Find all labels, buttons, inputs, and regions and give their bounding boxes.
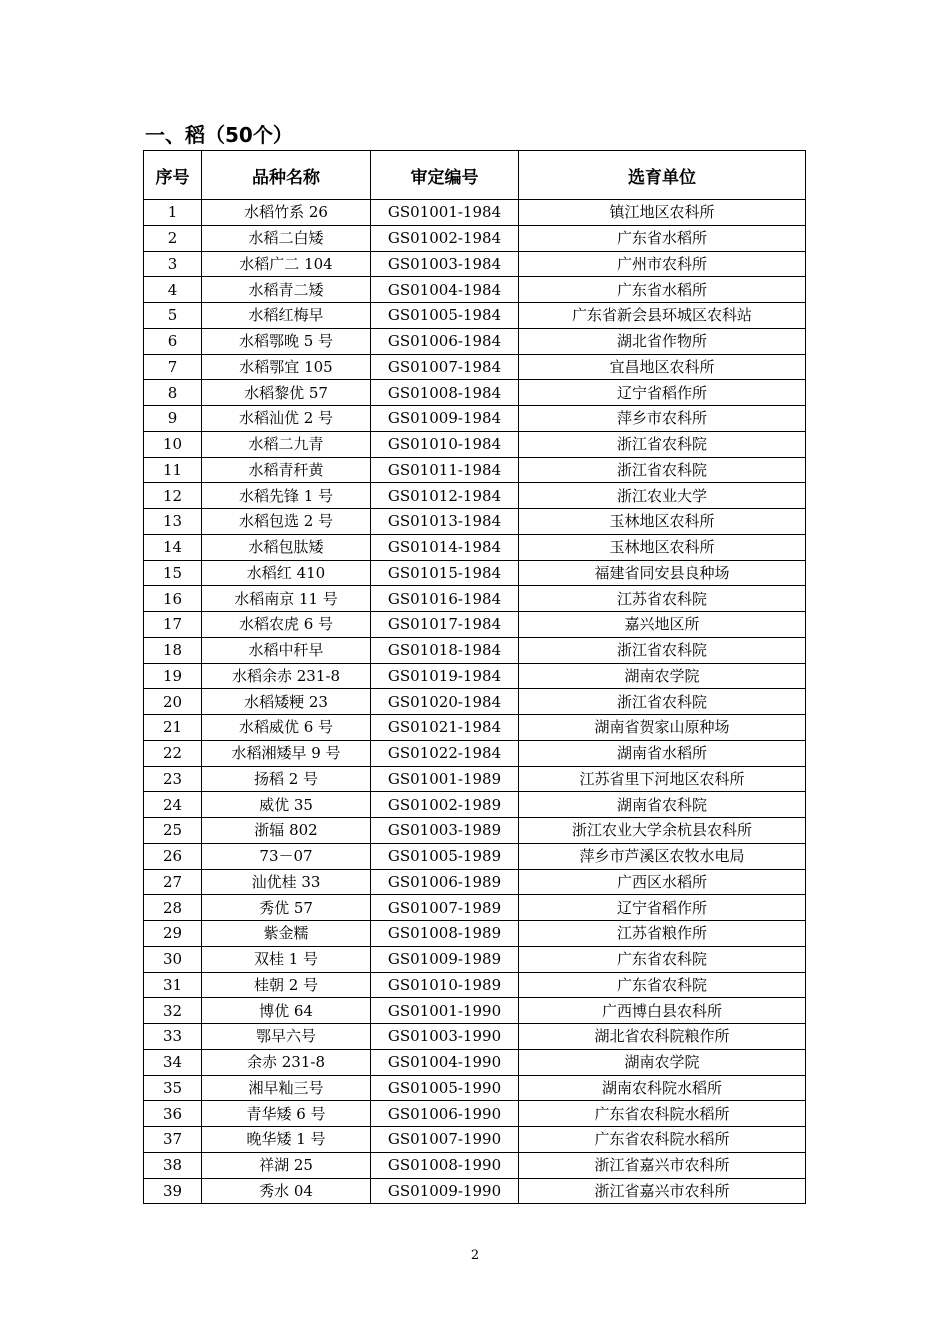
- cell-unit: 宜昌地区农科所: [519, 354, 806, 380]
- cell-no: 6: [144, 328, 202, 354]
- cell-unit: 辽宁省稻作所: [519, 380, 806, 406]
- cell-code: GS01001-1989: [371, 766, 519, 792]
- table-row: [144, 1049, 806, 1075]
- cell-no: 26: [144, 843, 202, 869]
- cell-no: 7: [144, 354, 202, 380]
- cell-unit: 湖北省农科院粮作所: [519, 1024, 806, 1050]
- cell-code: GS01004-1984: [371, 277, 519, 303]
- cell-name: 水稻鄂晚 5 号: [202, 328, 371, 354]
- cell-no: 30: [144, 946, 202, 972]
- cell-code: GS01004-1990: [371, 1049, 519, 1075]
- cell-unit: 浙江农业大学: [519, 483, 806, 509]
- cell-no: 27: [144, 869, 202, 895]
- cell-code: GS01008-1990: [371, 1152, 519, 1178]
- cell-code: GS01002-1984: [371, 225, 519, 251]
- cell-name: 祥湖 25: [202, 1152, 371, 1178]
- table-row: [144, 869, 806, 895]
- cell-name: 水稻广二 104: [202, 251, 371, 277]
- cell-unit: 浙江省嘉兴市农科所: [519, 1152, 806, 1178]
- table-row: [144, 637, 806, 663]
- cell-unit: 湖南省农科院: [519, 792, 806, 818]
- cell-name: 鄂早六号: [202, 1024, 371, 1050]
- table-row: [144, 457, 806, 483]
- cell-no: 25: [144, 818, 202, 844]
- cell-name: 水稻湘矮早 9 号: [202, 740, 371, 766]
- cell-code: GS01008-1989: [371, 921, 519, 947]
- cell-no: 17: [144, 612, 202, 638]
- cell-code: GS01010-1984: [371, 431, 519, 457]
- table-row: [144, 612, 806, 638]
- cell-name: 水稻青二矮: [202, 277, 371, 303]
- cell-code: GS01013-1984: [371, 509, 519, 535]
- cell-unit: 广州市农科所: [519, 251, 806, 277]
- cell-unit: 萍乡市农科所: [519, 406, 806, 432]
- cell-code: GS01011-1984: [371, 457, 519, 483]
- cell-name: 73－07: [202, 843, 371, 869]
- cell-unit: 玉林地区农科所: [519, 509, 806, 535]
- variety-table: [143, 150, 806, 1204]
- table-header-row: [144, 151, 806, 200]
- cell-no: 33: [144, 1024, 202, 1050]
- table-row: [144, 1101, 806, 1127]
- table-row: [144, 740, 806, 766]
- cell-no: 29: [144, 921, 202, 947]
- table-row: [144, 998, 806, 1024]
- cell-code: GS01001-1990: [371, 998, 519, 1024]
- cell-code: GS01005-1984: [371, 303, 519, 329]
- table-row: [144, 251, 806, 277]
- cell-no: 1: [144, 200, 202, 226]
- table-row: [144, 843, 806, 869]
- cell-code: GS01006-1990: [371, 1101, 519, 1127]
- cell-name: 水稻包肽矮: [202, 534, 371, 560]
- cell-code: GS01005-1990: [371, 1075, 519, 1101]
- table-row: [144, 380, 806, 406]
- cell-name: 浙辐 802: [202, 818, 371, 844]
- cell-code: GS01008-1984: [371, 380, 519, 406]
- cell-unit: 广东省水稻所: [519, 277, 806, 303]
- table-row: [144, 818, 806, 844]
- cell-no: 14: [144, 534, 202, 560]
- cell-unit: 福建省同安县良种场: [519, 560, 806, 586]
- cell-name: 水稻农虎 6 号: [202, 612, 371, 638]
- cell-name: 水稻青秆黄: [202, 457, 371, 483]
- cell-no: 23: [144, 766, 202, 792]
- table-row: [144, 1075, 806, 1101]
- cell-unit: 湖南省水稻所: [519, 740, 806, 766]
- cell-no: 13: [144, 509, 202, 535]
- cell-name: 青华矮 6 号: [202, 1101, 371, 1127]
- table-row: [144, 715, 806, 741]
- cell-unit: 湖南农学院: [519, 663, 806, 689]
- table-row: [144, 200, 806, 226]
- table-row: [144, 586, 806, 612]
- section-title: 一、稻（50个）: [145, 123, 293, 147]
- cell-code: GS01019-1984: [371, 663, 519, 689]
- cell-unit: 江苏省里下河地区农科所: [519, 766, 806, 792]
- cell-unit: 湖南农学院: [519, 1049, 806, 1075]
- table-row: [144, 1127, 806, 1153]
- cell-code: GS01020-1984: [371, 689, 519, 715]
- cell-name: 水稻威优 6 号: [202, 715, 371, 741]
- cell-unit: 浙江省农科院: [519, 689, 806, 715]
- cell-unit: 玉林地区农科所: [519, 534, 806, 560]
- cell-name: 水稻余赤 231-8: [202, 663, 371, 689]
- cell-code: GS01015-1984: [371, 560, 519, 586]
- table-row: [144, 792, 806, 818]
- cell-no: 8: [144, 380, 202, 406]
- table-row: [144, 921, 806, 947]
- table-row: [144, 560, 806, 586]
- cell-code: GS01006-1989: [371, 869, 519, 895]
- cell-name: 扬稻 2 号: [202, 766, 371, 792]
- cell-unit: 镇江地区农科所: [519, 200, 806, 226]
- cell-unit: 浙江省嘉兴市农科所: [519, 1178, 806, 1204]
- cell-name: 博优 64: [202, 998, 371, 1024]
- cell-unit: 浙江省农科院: [519, 637, 806, 663]
- cell-name: 秀优 57: [202, 895, 371, 921]
- cell-no: 9: [144, 406, 202, 432]
- cell-code: GS01009-1984: [371, 406, 519, 432]
- table-body: [144, 200, 806, 1204]
- cell-code: GS01003-1984: [371, 251, 519, 277]
- cell-name: 水稻黎优 57: [202, 380, 371, 406]
- table-row: [144, 1178, 806, 1204]
- cell-unit: 萍乡市芦溪区农牧水电局: [519, 843, 806, 869]
- table-row: [144, 895, 806, 921]
- cell-unit: 广东省农科院: [519, 946, 806, 972]
- cell-no: 3: [144, 251, 202, 277]
- cell-name: 水稻包选 2 号: [202, 509, 371, 535]
- cell-name: 双桂 1 号: [202, 946, 371, 972]
- table-row: [144, 1024, 806, 1050]
- table-row: [144, 972, 806, 998]
- cell-name: 水稻鄂宜 105: [202, 354, 371, 380]
- cell-no: 32: [144, 998, 202, 1024]
- cell-unit: 湖南农科院水稻所: [519, 1075, 806, 1101]
- table-row: [144, 406, 806, 432]
- cell-unit: 广东省农科院水稻所: [519, 1101, 806, 1127]
- cell-unit: 浙江省农科院: [519, 457, 806, 483]
- cell-no: 16: [144, 586, 202, 612]
- cell-no: 15: [144, 560, 202, 586]
- cell-name: 桂朝 2 号: [202, 972, 371, 998]
- cell-code: GS01016-1984: [371, 586, 519, 612]
- table-row: [144, 328, 806, 354]
- cell-code: GS01009-1990: [371, 1178, 519, 1204]
- table-row: [144, 483, 806, 509]
- cell-no: 34: [144, 1049, 202, 1075]
- cell-name: 威优 35: [202, 792, 371, 818]
- cell-no: 31: [144, 972, 202, 998]
- header-no: 序号: [144, 151, 202, 200]
- cell-code: GS01012-1984: [371, 483, 519, 509]
- cell-name: 紫金糯: [202, 921, 371, 947]
- cell-name: 晚华矮 1 号: [202, 1127, 371, 1153]
- cell-code: GS01005-1989: [371, 843, 519, 869]
- cell-name: 水稻竹系 26: [202, 200, 371, 226]
- cell-no: 39: [144, 1178, 202, 1204]
- table-row: [144, 509, 806, 535]
- cell-name: 余赤 231-8: [202, 1049, 371, 1075]
- cell-name: 水稻二白矮: [202, 225, 371, 251]
- cell-name: 水稻南京 11 号: [202, 586, 371, 612]
- cell-no: 21: [144, 715, 202, 741]
- cell-code: GS01018-1984: [371, 637, 519, 663]
- cell-code: GS01006-1984: [371, 328, 519, 354]
- cell-name: 水稻矮粳 23: [202, 689, 371, 715]
- cell-no: 22: [144, 740, 202, 766]
- cell-code: GS01010-1989: [371, 972, 519, 998]
- cell-code: GS01001-1984: [371, 200, 519, 226]
- cell-code: GS01007-1984: [371, 354, 519, 380]
- cell-code: GS01002-1989: [371, 792, 519, 818]
- header-code: 审定编号: [371, 151, 519, 200]
- cell-no: 37: [144, 1127, 202, 1153]
- table-row: [144, 689, 806, 715]
- cell-unit: 广东省农科院: [519, 972, 806, 998]
- cell-no: 5: [144, 303, 202, 329]
- cell-no: 28: [144, 895, 202, 921]
- cell-code: GS01017-1984: [371, 612, 519, 638]
- cell-no: 10: [144, 431, 202, 457]
- cell-name: 水稻汕优 2 号: [202, 406, 371, 432]
- cell-unit: 浙江省农科院: [519, 431, 806, 457]
- cell-code: GS01021-1984: [371, 715, 519, 741]
- cell-no: 38: [144, 1152, 202, 1178]
- cell-code: GS01007-1989: [371, 895, 519, 921]
- cell-no: 4: [144, 277, 202, 303]
- cell-name: 水稻红梅早: [202, 303, 371, 329]
- table-row: [144, 225, 806, 251]
- cell-unit: 广东省水稻所: [519, 225, 806, 251]
- cell-code: GS01014-1984: [371, 534, 519, 560]
- cell-unit: 嘉兴地区所: [519, 612, 806, 638]
- header-unit: 选育单位: [519, 151, 806, 200]
- cell-unit: 浙江农业大学余杭县农科所: [519, 818, 806, 844]
- table-row: [144, 277, 806, 303]
- header-name: 品种名称: [202, 151, 371, 200]
- table-row: [144, 946, 806, 972]
- cell-unit: 江苏省粮作所: [519, 921, 806, 947]
- cell-name: 秀水 04: [202, 1178, 371, 1204]
- table-row: [144, 663, 806, 689]
- table-row: [144, 303, 806, 329]
- cell-unit: 广东省新会县环城区农科站: [519, 303, 806, 329]
- table-row: [144, 534, 806, 560]
- table-row: [144, 766, 806, 792]
- cell-no: 12: [144, 483, 202, 509]
- cell-no: 19: [144, 663, 202, 689]
- page-number: 2: [470, 1248, 480, 1263]
- cell-no: 2: [144, 225, 202, 251]
- cell-name: 水稻红 410: [202, 560, 371, 586]
- cell-name: 水稻先锋 1 号: [202, 483, 371, 509]
- cell-no: 24: [144, 792, 202, 818]
- cell-unit: 广东省农科院水稻所: [519, 1127, 806, 1153]
- cell-name: 水稻中秆早: [202, 637, 371, 663]
- cell-name: 湘早籼三号: [202, 1075, 371, 1101]
- cell-code: GS01022-1984: [371, 740, 519, 766]
- cell-code: GS01003-1990: [371, 1024, 519, 1050]
- cell-no: 11: [144, 457, 202, 483]
- cell-no: 20: [144, 689, 202, 715]
- cell-no: 35: [144, 1075, 202, 1101]
- cell-code: GS01003-1989: [371, 818, 519, 844]
- cell-code: GS01009-1989: [371, 946, 519, 972]
- cell-no: 18: [144, 637, 202, 663]
- table-row: [144, 354, 806, 380]
- cell-unit: 广西区水稻所: [519, 869, 806, 895]
- cell-unit: 湖北省作物所: [519, 328, 806, 354]
- cell-name: 水稻二九青: [202, 431, 371, 457]
- cell-name: 汕优桂 33: [202, 869, 371, 895]
- table-row: [144, 1152, 806, 1178]
- cell-unit: 江苏省农科院: [519, 586, 806, 612]
- cell-unit: 湖南省贺家山原种场: [519, 715, 806, 741]
- cell-unit: 广西博白县农科所: [519, 998, 806, 1024]
- cell-code: GS01007-1990: [371, 1127, 519, 1153]
- cell-no: 36: [144, 1101, 202, 1127]
- cell-unit: 辽宁省稻作所: [519, 895, 806, 921]
- table-row: [144, 431, 806, 457]
